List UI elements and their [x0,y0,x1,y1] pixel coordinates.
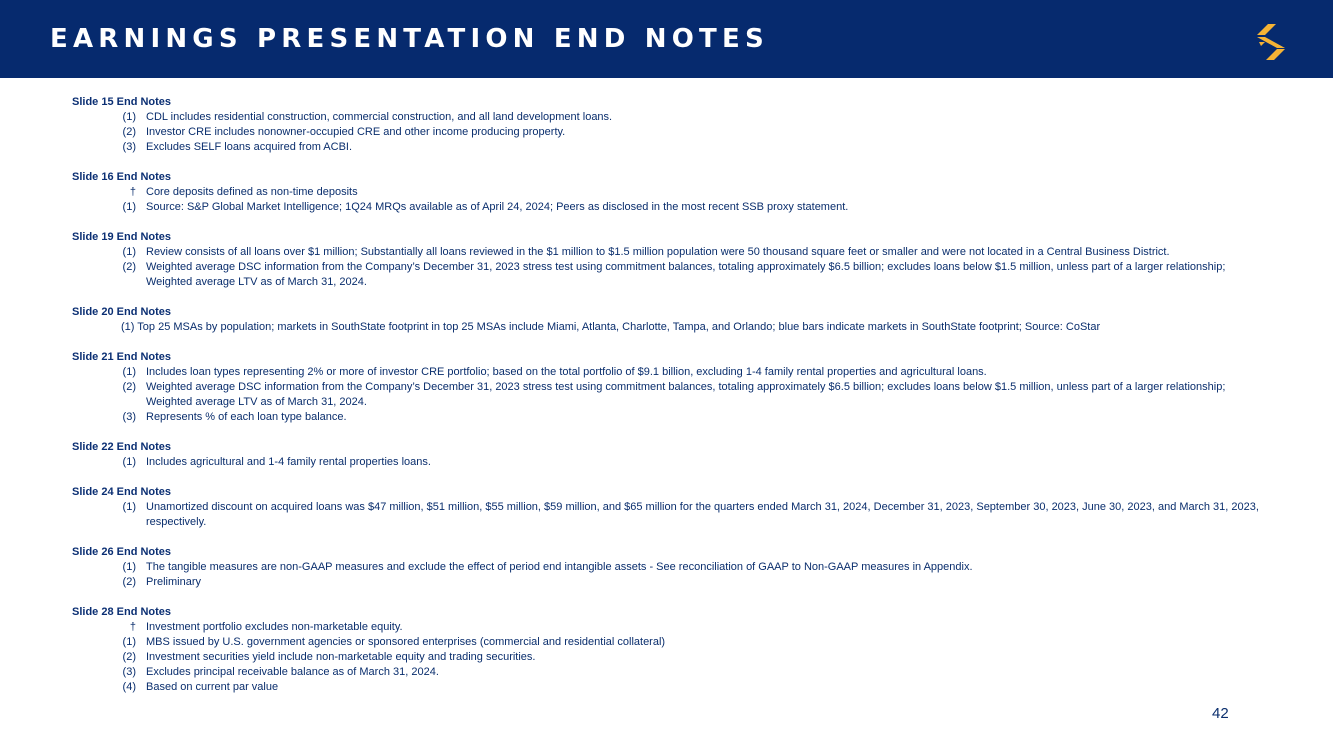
note-text: Excludes SELF loans acquired from ACBI. [146,141,353,153]
note-marker: (1) [122,111,136,123]
note-item [72,410,1272,425]
note-item [72,365,1272,380]
note-marker: (2) [122,126,136,138]
note-item [72,260,1272,290]
note-text: Excludes principal receivable balance as of March 31, 2024. [146,666,439,678]
note-text: CDL includes residential construction, commercial construction, and all land development loans. [146,111,613,123]
note-text: Includes loan types representing 2% or more of investor CRE portfolio; based on the total portfolio of $9.1 billion, excluding 1-4 family rental properties and agricultural loans. [146,366,987,378]
note-item [72,635,1272,650]
note-item [72,455,1272,470]
note-item [72,575,1272,590]
end-notes-section [72,485,1272,530]
note-text: Includes agricultural and 1-4 family rental properties loans. [146,456,431,468]
note-item [72,560,1272,575]
section-heading: Slide 15 End Notes [72,96,172,108]
note-marker: † [129,186,136,198]
note-text: Source: S&P Global Market Intelligence; 1Q24 MRQs available as of April 24, 2024; Peers as disclosed in the most recent SSB proxy statement. [146,201,849,213]
end-notes-section [72,350,1272,425]
note-marker: (3) [122,411,136,423]
note-item [72,380,1272,410]
note-marker: (1) [122,246,136,258]
note-text: Preliminary [146,576,202,588]
section-heading: Slide 28 End Notes [72,606,172,618]
note-item [72,200,1272,215]
note-item [72,665,1272,680]
end-notes-section [72,170,1272,215]
note-text: Weighted average DSC information from the Company’s December 31, 2023 stress test using commitment balances, totaling approximately $6.5 billion; excludes loans below $1.5 million, unless part of a larger relationship; Weighted average LTV as of March 31, 2024. [146,381,1226,408]
note-text: Investment portfolio excludes non-marketable equity. [146,621,403,633]
page-number: 42 [1212,705,1229,722]
note-text: Investor CRE includes nonowner-occupied CRE and other income producing property. [146,126,566,138]
end-notes-section [72,605,1272,695]
note-item [72,620,1272,635]
note-marker: † [129,621,136,633]
end-notes-section [72,545,1272,590]
note-marker: (1) [122,201,136,213]
note-marker: (1) [122,456,136,468]
note-text: Unamortized discount on acquired loans was $47 million, $51 million, $55 million, $59 million, and $65 million for the quarters ended March 31, 2024, December 31, 2023, September 30, 2023, June 30, 2023, and March 31, 2023, respectively. [146,501,1259,528]
note-item [72,650,1272,665]
section-heading: Slide 20 End Notes [72,306,172,318]
note-text: The tangible measures are non-GAAP measures and exclude the effect of period end intangible assets - See reconciliation of GAAP to Non-GAAP measures in Appendix. [146,561,973,573]
note-text: Represents % of each loan type balance. [146,411,347,423]
end-notes-section [72,230,1272,290]
end-notes-section [72,440,1272,470]
note-item [72,185,1272,200]
header-banner [0,0,1333,78]
note-marker: (1) [122,366,136,378]
note-text: Weighted average DSC information from the Company’s December 31, 2023 stress test using commitment balances, totaling approximately $6.5 billion; excludes loans below $1.5 million, unless part of a larger relationship; Weighted average LTV as of March 31, 2024. [146,261,1226,288]
note-item [72,110,1272,125]
note-text: MBS issued by U.S. government agencies or sponsored enterprises (commercial and residential collateral) [146,636,666,648]
note-marker: (2) [122,651,136,663]
note-marker: (2) [122,576,136,588]
note-item [72,125,1272,140]
section-heading: Slide 21 End Notes [72,351,172,363]
southstate-s-logo-icon [1256,24,1286,60]
section-heading: Slide 16 End Notes [72,171,172,183]
note-text: Core deposits defined as non-time deposits [146,186,358,198]
end-notes-content [72,95,1272,710]
note-item [72,500,1272,530]
note-item [72,140,1272,155]
note-text: Review consists of all loans over $1 million; Substantially all loans reviewed in the $1 million to $1.5 million population were 50 thousand square feet or smaller and were not located in a Central Business District. [146,246,1170,258]
note-text: Investment securities yield include non-marketable equity and trading securities. [146,651,536,663]
page-title: EARNINGS PRESENTATION END NOTES [50,24,769,54]
end-notes-section [72,305,1272,335]
note-marker: (1) [122,561,136,573]
section-heading: Slide 19 End Notes [72,231,172,243]
note-marker: (2) [122,381,136,393]
note-marker: (3) [122,666,136,678]
note-marker: (3) [122,141,136,153]
note-marker: (1) [122,636,136,648]
section-heading: Slide 22 End Notes [72,441,172,453]
end-notes-section [72,95,1272,155]
note-item [72,680,1272,695]
section-heading: Slide 24 End Notes [72,486,172,498]
note-text: Based on current par value [146,681,279,693]
note-marker: (2) [122,261,136,273]
section-heading: Slide 26 End Notes [72,546,172,558]
note-item [72,245,1272,260]
note-marker: (1) [122,501,136,513]
note-text: (1) Top 25 MSAs by population; markets in SouthState footprint in top 25 MSAs include Miami, Atlanta, Charlotte, Tampa, and Orlando; blue bars indicate markets in SouthState footprint; Source: CoStar [121,321,1101,333]
note-marker: (4) [122,681,136,693]
